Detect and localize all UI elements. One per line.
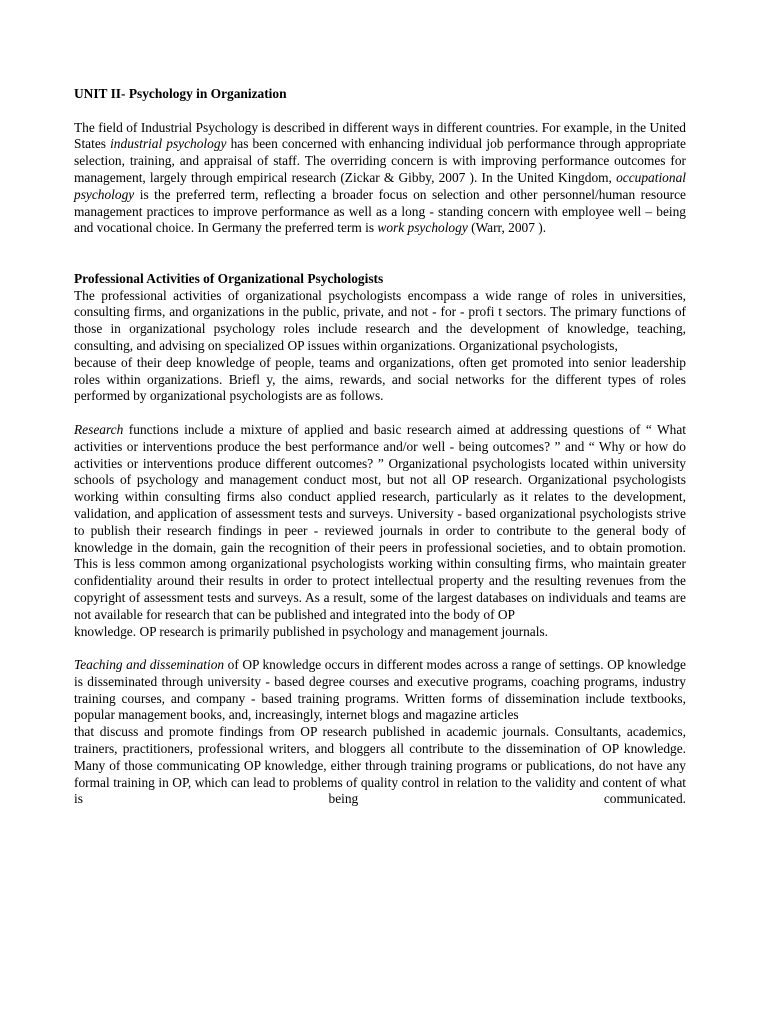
research-paragraph-end: knowledge. OP research is primarily published in psychology and management journals. xyxy=(74,623,549,639)
activities-paragraph-a: The professional activities of organizational psychologists encompass a wide range of roles in universities, consulting firms, and organizations in the public, private, and not - for - profi t sectors. The primary functions of those in organizational psychology roles include research and the development of knowledge, teaching, consulting, and advising on specialized OP issues within organizations. Organizational psychologists, xyxy=(74,287,686,353)
research-text: functions include a mixture of applied and basic research aimed at addressing questions of “ What activities or interventions produce the best performance and/or well - being outcomes? ” and “ Why or how do activities or interventions produce different outcomes? ” Organizational psychologists located within university schools of psychology and management conduct most, but not all OP research. Organizational psychologists working within consulting firms also conduct applied research, particularly as it relates to the development, validation, and application of assessment tests and surveys. University - based organizational psychologists strive to publish their research findings in peer - reviewed journals in order to contribute to the general body of knowledge in the domain, gain the recognition of their peers in professional societies, and to obtain promotion. This is less common among organizational psychologists working within consulting firms, who maintain greater confidentiality around their results in order to protect intellectual property and the resulting revenues from the copyright of assessment tests and surveys. As a result, some of the largest databases on individuals and teams are not available for research that can be published and integrated into the body of OP xyxy=(74,421,686,622)
term-industrial-psychology: industrial psychology xyxy=(110,136,227,152)
activities-paragraph-b: because of their deep knowledge of people, teams and organizations, often get promoted into senior leadership roles within organizations. Briefl y, the aims, rewards, and social networks for the different types of roles performed by organizational psychologists are as follows. xyxy=(74,354,686,404)
spacer xyxy=(74,237,686,271)
research-paragraph xyxy=(74,422,686,624)
teaching-lead: Teaching and dissemination xyxy=(74,657,225,673)
spacer xyxy=(74,405,686,422)
teaching-paragraph-end: that discuss and promote findings from OP research published in academic journals. Consultants, academics, trainers, practitioners, professional writers, and bloggers all contribute to the dissemination of OP knowledge. Many of those communicating OP knowledge, either through training programs or publications, do not have any formal training in OP, which can lead to problems of quality control in relation to the validity and content of what is being communicated. xyxy=(74,724,686,807)
teaching-paragraph xyxy=(74,657,686,724)
intro-text-1: The field of Industrial Psychology is described in different ways in different countries. For example, in the United States xyxy=(74,119,686,152)
intro-text-2: has been concerned with enhancing individual job performance through appropriate selection, training, and appraisal of staff. The overriding concern is with improving performance outcomes for management, largely through empirical research (Zickar & Gibby, 2007 ). In the United Kingdom, xyxy=(74,136,686,185)
teaching-text: of OP knowledge occurs in different modes across a range of settings. OP knowledge is disseminated through university - based degree courses and executive programs, coaching programs, industry training courses, and company - based training programs. Written forms of dissemination include textbooks, popular management books, and, increasingly, internet blogs and magazine articles xyxy=(74,657,687,723)
term-work-psychology: work psychology xyxy=(377,220,468,236)
intro-text-4: (Warr, 2007 ). xyxy=(467,220,547,236)
spacer xyxy=(74,640,686,657)
term-occupational-psychology: occupational psychology xyxy=(74,169,686,202)
spacer xyxy=(74,103,686,120)
document-page xyxy=(74,86,686,808)
intro-paragraph xyxy=(74,120,686,238)
unit-title: UNIT II- Psychology in Organization xyxy=(74,86,287,101)
research-lead: Research xyxy=(74,421,124,437)
section-heading: Professional Activities of Organizational Psychologists xyxy=(74,270,384,286)
intro-text-3: is the preferred term, reflecting a broader focus on selection and other personnel/human resource management practices to improve performance as well as a long - standing concern with employee well – being and vocational choice. In Germany the preferred term is xyxy=(74,186,686,236)
